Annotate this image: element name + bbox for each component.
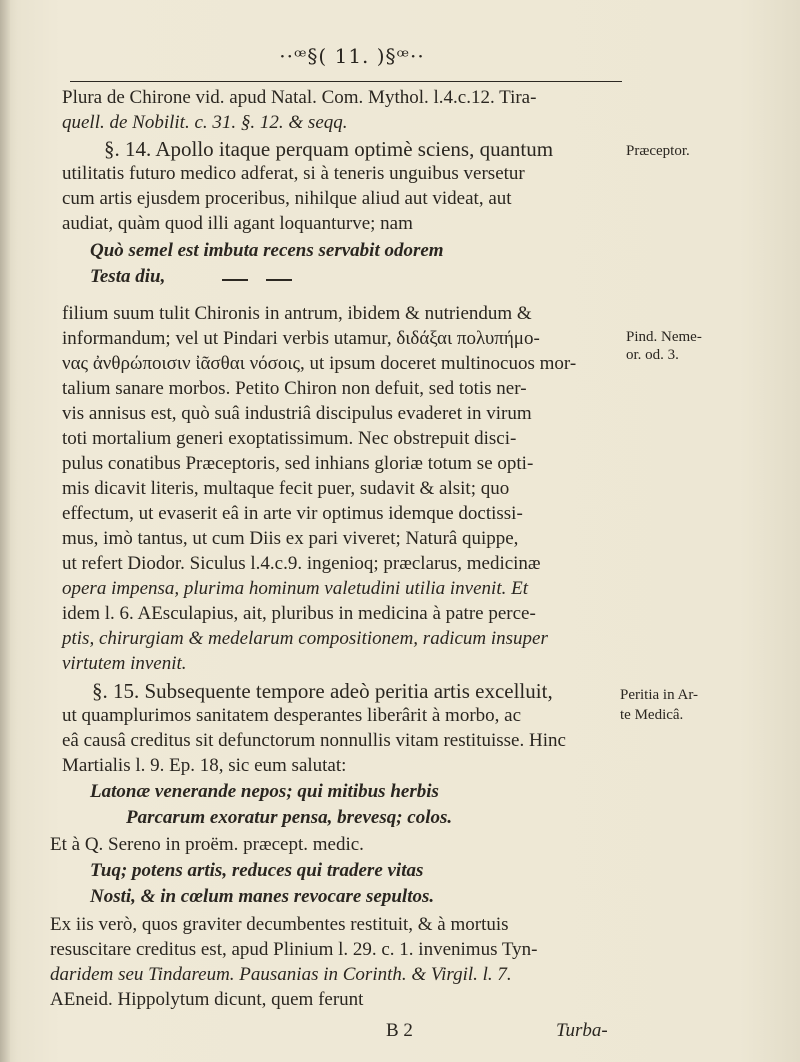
margin-note: Præceptor. <box>626 143 690 159</box>
text-line: vis annisus est, quò suâ industriâ discipulus evaderet in virum <box>62 403 532 424</box>
catchword: Turba- <box>556 1020 608 1041</box>
text-line: Quò semel est imbuta recens servabit odorem <box>90 240 444 261</box>
text-line: idem l. 6. AEsculapius, ait, pluribus in medicina à patre perce- <box>62 603 536 624</box>
margin-note: or. od. 3. <box>626 347 679 363</box>
text-line: eâ causâ creditus sit defunctorum nonnullis vitam restituisse. Hinc <box>62 730 566 751</box>
text-line: Tuq; potens artis, reduces qui tradere vitas <box>90 860 424 881</box>
text-line: ut quamplurimos sanitatem desperantes liberârit à morbo, ac <box>62 705 522 726</box>
text-line: Parcarum exoratur pensa, brevesq; colos. <box>126 807 453 828</box>
text-line: mus, imò tantus, ut cum Diis ex pari viveret; Naturâ quippe, <box>62 528 519 549</box>
text-line: ptis, chirurgiam & medelarum compositionem, radicum insuper <box>62 628 548 649</box>
margin-note: te Medicâ. <box>620 707 684 723</box>
text-line: daridem seu Tindareum. Pausanias in Corinth. & Virgil. l. 7. <box>50 964 512 985</box>
text-line: Testa diu, <box>90 266 166 287</box>
text-line: Plura de Chirone vid. apud Natal. Com. Mythol. l.4.c.12. Tira- <box>62 87 537 108</box>
text-line: AEneid. Hippolytum dicunt, quem ferunt <box>50 989 364 1010</box>
text-line: Martialis l. 9. Ep. 18, sic eum salutat: <box>62 755 347 776</box>
text-line: virtutem invenit. <box>62 653 187 674</box>
text-line: pulus conatibus Præceptoris, sed inhians gloriæ totum se opti- <box>62 453 534 474</box>
text-line: utilitatis futuro medico adferat, si à teneris unguibus versetur <box>62 163 525 184</box>
header-rule <box>70 81 622 82</box>
signature-mark: B 2 <box>386 1020 413 1041</box>
text-line: quell. de Nobilit. c. 31. §. 12. & seqq. <box>62 112 348 133</box>
text-line: Et à Q. Sereno in proëm. præcept. medic. <box>50 834 364 855</box>
text-line: νας ἀνθρώποισιν ἰᾶσθαι νόσοις, ut ipsum doceret multinocuos mor- <box>62 353 577 374</box>
text-line: toti mortalium generi exoptatissimum. Nec obstrepuit disci- <box>62 428 517 449</box>
text-line: informandum; vel ut Pindari verbis utamur, διδάξαι πολυπήμο- <box>62 328 540 349</box>
text-line: Ex iis verò, quos graviter decumbentes restituit, & à mortuis <box>50 914 509 935</box>
text-line: opera impensa, plurima hominum valetudini utilia invenit. Et <box>62 578 528 599</box>
verse-dash <box>222 279 248 281</box>
text-line: §. 15. Subsequente tempore adeò peritia artis excelluit, <box>92 679 553 703</box>
verse-dash <box>266 279 292 281</box>
text-line: ut refert Diodor. Siculus l.4.c.9. ingenioq; præclarus, medicinæ <box>62 553 541 574</box>
text-line: talium sanare morbos. Petito Chiron non defuit, sed totis ner- <box>62 378 527 399</box>
margin-note: Peritia in Ar- <box>620 687 699 703</box>
page-header: ··ꟹ§( 11. )§ꟹ·· <box>279 44 425 68</box>
page-binding-shadow <box>0 0 10 1062</box>
text-line: mis dicavit literis, multaque fecit puer, sudavit & alsit; quo <box>62 478 510 499</box>
text-line: Nosti, & in cœlum manes revocare sepultos. <box>90 886 435 907</box>
text-line: audiat, quàm quod illi agant loquanturve; nam <box>62 213 413 234</box>
text-line: resuscitare creditus est, apud Plinium l. 29. c. 1. invenimus Tyn- <box>50 939 538 960</box>
text-line: cum artis ejusdem proceribus, nihilque aliud aut videat, aut <box>62 188 512 209</box>
text-line: effectum, ut evaserit eâ in arte vir optimus idemque doctissi- <box>62 503 523 524</box>
text-line: §. 14. Apollo itaque perquam optimè sciens, quantum <box>104 137 554 161</box>
text-line: filium suum tulit Chironis in antrum, ibidem & nutriendum & <box>62 303 532 324</box>
text-line: Latonæ venerande nepos; qui mitibus herbis <box>90 781 439 802</box>
margin-note: Pind. Neme- <box>626 329 702 345</box>
